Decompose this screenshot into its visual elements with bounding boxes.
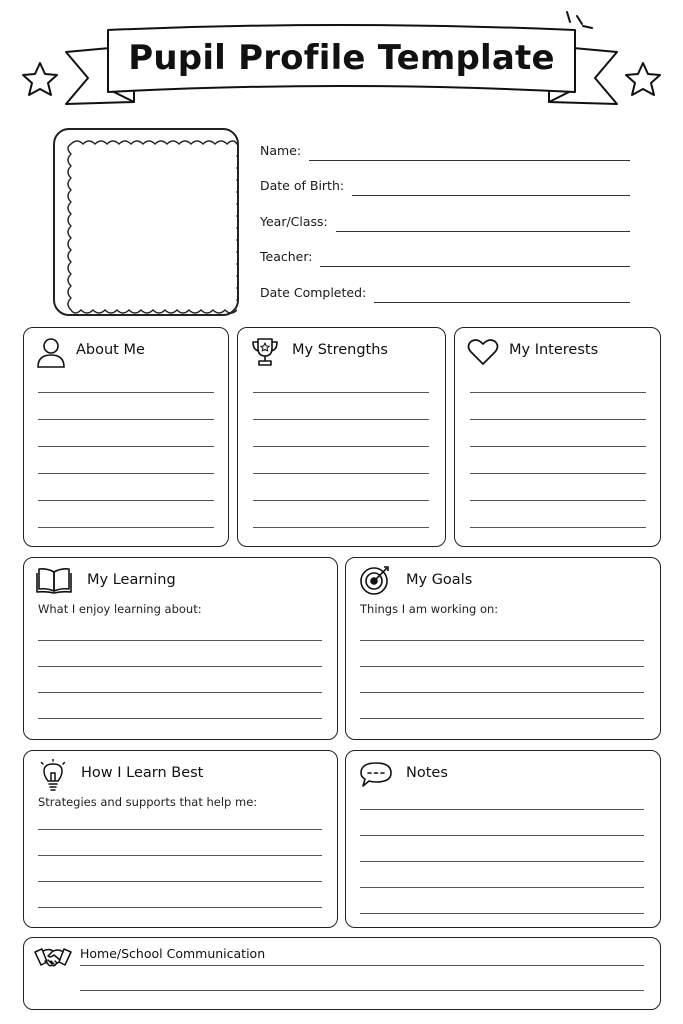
my-goals-subtitle: Things I am working on: xyxy=(360,602,499,616)
year-class-line[interactable] xyxy=(336,231,630,232)
target-icon xyxy=(358,564,392,596)
writing-line[interactable] xyxy=(360,887,644,888)
writing-line[interactable] xyxy=(253,473,429,474)
name-field[interactable] xyxy=(260,140,630,162)
writing-line[interactable] xyxy=(253,446,429,447)
writing-line[interactable] xyxy=(38,446,214,447)
my-interests-box xyxy=(454,327,661,547)
writing-line[interactable] xyxy=(470,446,646,447)
writing-line[interactable] xyxy=(470,473,646,474)
writing-line[interactable] xyxy=(253,392,429,393)
my-learning-subtitle: What I enjoy learning about: xyxy=(38,602,202,616)
my-strengths-title: My Strengths xyxy=(292,342,388,358)
how-i-learn-best-title: How I Learn Best xyxy=(81,765,204,781)
date-of-birth-line[interactable] xyxy=(352,195,630,196)
home-school-communication-box xyxy=(23,937,661,1010)
handshake-icon xyxy=(33,944,73,974)
heart-icon xyxy=(467,338,499,366)
lightbulb-icon xyxy=(40,759,66,793)
writing-line[interactable] xyxy=(38,500,214,501)
writing-line[interactable] xyxy=(360,692,644,693)
writing-line[interactable] xyxy=(470,527,646,528)
writing-line[interactable] xyxy=(38,640,322,641)
writing-line[interactable] xyxy=(360,718,644,719)
about-me-box xyxy=(23,327,229,547)
about-me-title: About Me xyxy=(76,342,145,358)
how-i-learn-best-subtitle: Strategies and supports that help me: xyxy=(38,795,258,809)
writing-line[interactable] xyxy=(38,392,214,393)
writing-line[interactable] xyxy=(38,881,322,882)
date-of-birth-field[interactable] xyxy=(260,175,630,197)
year-class-label: Year/Class: xyxy=(260,214,328,229)
writing-line[interactable] xyxy=(253,500,429,501)
writing-line[interactable] xyxy=(38,907,322,908)
writing-line[interactable] xyxy=(360,640,644,641)
person-icon xyxy=(36,336,66,368)
writing-line[interactable] xyxy=(38,419,214,420)
title-banner xyxy=(0,0,683,120)
teacher-label: Teacher: xyxy=(260,249,313,264)
writing-line[interactable] xyxy=(38,692,322,693)
date-completed-line[interactable] xyxy=(374,302,630,303)
year-class-field[interactable] xyxy=(260,211,630,233)
writing-line[interactable] xyxy=(470,392,646,393)
book-icon xyxy=(36,566,72,594)
how-i-learn-best-box xyxy=(23,750,338,928)
writing-line[interactable] xyxy=(360,913,644,914)
star-left-icon xyxy=(23,63,57,95)
teacher-field[interactable] xyxy=(260,246,630,268)
date-completed-label: Date Completed: xyxy=(260,285,367,300)
writing-line[interactable] xyxy=(80,990,644,991)
date-completed-field[interactable] xyxy=(260,282,630,304)
writing-line[interactable] xyxy=(38,829,322,830)
star-right-icon xyxy=(626,63,660,95)
writing-line[interactable] xyxy=(38,855,322,856)
my-learning-title: My Learning xyxy=(87,572,176,588)
date-of-birth-label: Date of Birth: xyxy=(260,178,345,193)
writing-line[interactable] xyxy=(360,835,644,836)
writing-line[interactable] xyxy=(360,666,644,667)
notes-title: Notes xyxy=(406,765,448,781)
my-strengths-box xyxy=(237,327,446,547)
writing-line[interactable] xyxy=(38,473,214,474)
writing-line[interactable] xyxy=(38,666,322,667)
name-line[interactable] xyxy=(309,160,630,161)
teacher-line[interactable] xyxy=(320,266,630,267)
writing-line[interactable] xyxy=(360,809,644,810)
scalloped-photo-border xyxy=(55,130,237,314)
my-learning-box xyxy=(23,557,338,740)
writing-line[interactable] xyxy=(360,861,644,862)
home-school-communication-title: Home/School Communication xyxy=(80,946,266,961)
my-interests-title: My Interests xyxy=(509,342,599,358)
writing-line[interactable] xyxy=(253,527,429,528)
my-goals-box xyxy=(345,557,661,740)
page-title: Pupil Profile Template xyxy=(128,38,555,78)
speech-bubble-icon xyxy=(359,761,393,789)
writing-line[interactable] xyxy=(253,419,429,420)
trophy-icon xyxy=(250,336,280,368)
writing-line[interactable] xyxy=(38,527,214,528)
my-goals-title: My Goals xyxy=(406,572,473,588)
writing-line[interactable] xyxy=(470,419,646,420)
name-label: Name: xyxy=(260,143,302,158)
writing-line[interactable] xyxy=(80,965,644,966)
photo-frame xyxy=(53,128,239,316)
notes-box xyxy=(345,750,661,928)
writing-line[interactable] xyxy=(38,718,322,719)
writing-line[interactable] xyxy=(470,500,646,501)
